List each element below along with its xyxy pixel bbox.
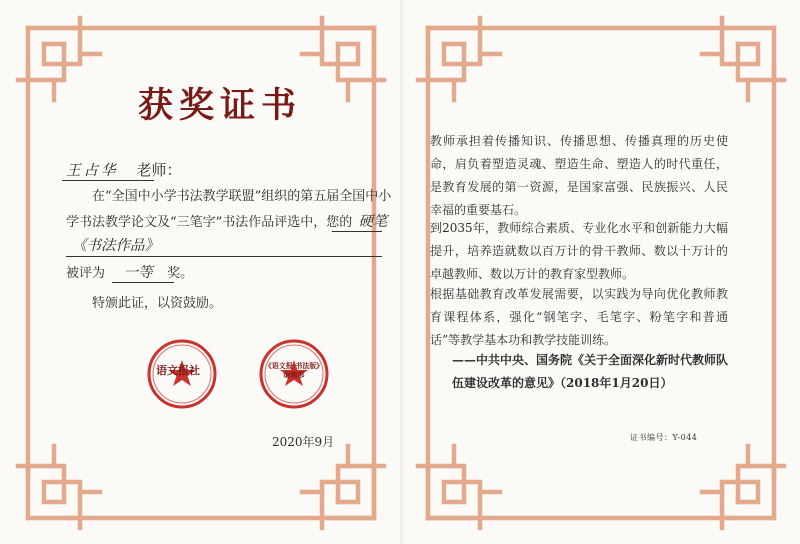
seal-right-label: 《语文报·书法版》编辑部 — [264, 361, 324, 379]
closing-text: 特颁此证，以资鼓励。 — [92, 296, 223, 311]
work-category: 硬笔 — [358, 214, 388, 230]
recipient-title: 老师： — [136, 161, 182, 179]
issue-date: 2020年9月 — [272, 435, 335, 449]
work-title-underline — [66, 256, 382, 257]
right-paragraph-2: 到2035年，教师综合素质、专业化水平和创新能力大幅提升，培养造就数以百万计的骨干教师、数以十万计的卓越教师、数以万计的教育家型教师。 — [430, 221, 728, 281]
body-line-2 — [66, 214, 410, 231]
right-paragraph-1: 教师承担着传播知识、传播思想、传播真理的历史使命，肩负着塑造灵魂、塑造生命、塑造人的时代重任，是教育发展的第一资源，是国家富强、民族振兴、人民幸福的重要基石。 — [430, 134, 728, 217]
seal-left-label: 语文报社 — [156, 364, 200, 377]
recipient-line — [66, 162, 182, 179]
award-level: 一等 — [123, 265, 153, 281]
right-paragraph-3: 根据基础教育改革发展需要，以实践为导向优化教师教育课程体系，强化“钢笔字、毛笔字、粉笔字和普通话”等教学基本功和教学技能训练。 — [430, 287, 728, 347]
body-line-2-text: 学书法教学论文及“三笔字”书法作品评选中，您的 — [66, 215, 353, 230]
award-suffix: 奖。 — [167, 266, 194, 281]
recipient-name: 王占华 — [66, 163, 119, 179]
award-line — [66, 265, 193, 282]
quote-source — [430, 349, 730, 395]
name-underline — [62, 180, 154, 181]
work-title: 《书法作品》 — [72, 238, 159, 254]
award-level-underline — [112, 282, 174, 283]
award-prefix: 被评为 — [66, 266, 106, 281]
body-line-1: 在“全国中小学书法教学联盟”组织的第五届全国中小 — [92, 189, 392, 204]
certificate-number: 证书编号：Y-044 — [630, 433, 698, 442]
quote-source-text: ——中共中央、国务院《关于全面深化新时代教师队伍建设改革的意见》（2018年1月20日） — [452, 353, 729, 390]
category-underline — [332, 231, 382, 232]
certificate-title: 获奖证书 — [137, 85, 302, 126]
